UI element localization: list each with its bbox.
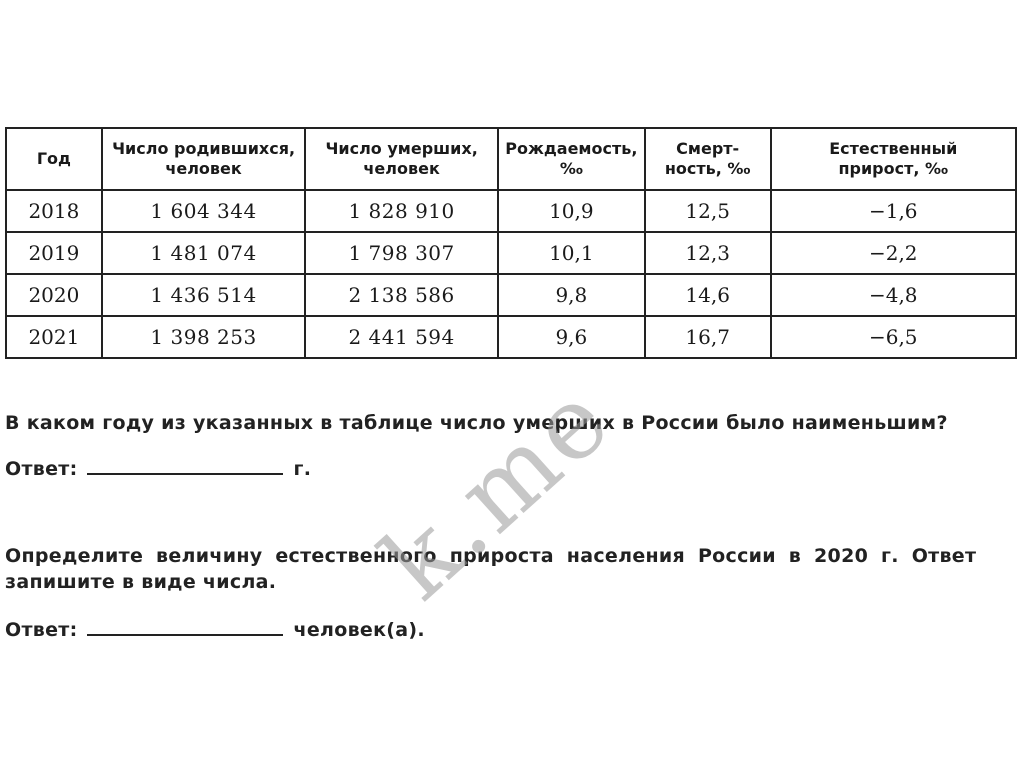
answer-2-label: Ответ:	[5, 619, 78, 641]
cell-deaths: 2 138 586	[305, 274, 498, 316]
header-natural-growth: Естественный прирост, ‰	[771, 128, 1016, 190]
cell-year: 2019	[6, 232, 102, 274]
cell-natural-growth: −4,8	[771, 274, 1016, 316]
table-row	[6, 274, 1016, 316]
cell-birth-rate: 10,9	[498, 190, 645, 232]
cell-natural-growth: −2,2	[771, 232, 1016, 274]
header-births: Число родившихся, человек	[102, 128, 306, 190]
cell-natural-growth: −6,5	[771, 316, 1016, 358]
answer-2-line	[5, 616, 425, 641]
table-row	[6, 190, 1016, 232]
cell-death-rate: 14,6	[645, 274, 771, 316]
answer-1-unit: г.	[293, 458, 312, 480]
cell-death-rate: 16,7	[645, 316, 771, 358]
header-deaths: Число умерших, человек	[305, 128, 498, 190]
cell-deaths: 1 828 910	[305, 190, 498, 232]
cell-births: 1 481 074	[102, 232, 306, 274]
cell-deaths: 1 798 307	[305, 232, 498, 274]
header-death-rate: Смерт- ность, ‰	[645, 128, 771, 190]
cell-year: 2020	[6, 274, 102, 316]
question-1-text: В каком году из указанных в таблице число умерших в России было наименьшим?	[5, 412, 948, 434]
answer-2-unit: человек(а).	[293, 619, 425, 641]
cell-death-rate: 12,5	[645, 190, 771, 232]
cell-natural-growth: −1,6	[771, 190, 1016, 232]
cell-births: 1 436 514	[102, 274, 306, 316]
question-2-text-line2: запишите в виде числа.	[5, 571, 277, 593]
cell-deaths: 2 441 594	[305, 316, 498, 358]
header-year: Год	[6, 128, 102, 190]
table-row	[6, 232, 1016, 274]
cell-year: 2021	[6, 316, 102, 358]
watermark: k.me	[360, 359, 634, 622]
answer-1-label: Ответ:	[5, 458, 78, 480]
statistics-table	[5, 127, 1017, 359]
cell-births: 1 398 253	[102, 316, 306, 358]
header-birth-rate: Рождаемость, ‰	[498, 128, 645, 190]
cell-death-rate: 12,3	[645, 232, 771, 274]
cell-births: 1 604 344	[102, 190, 306, 232]
answer-1-line	[5, 455, 311, 480]
table-header-row	[6, 128, 1016, 190]
cell-birth-rate: 10,1	[498, 232, 645, 274]
cell-birth-rate: 9,8	[498, 274, 645, 316]
question-2-text-line1: Определите величину естественного прироста населения России в 2020 г. Ответ	[5, 545, 977, 567]
cell-year: 2018	[6, 190, 102, 232]
cell-birth-rate: 9,6	[498, 316, 645, 358]
table-row	[6, 316, 1016, 358]
answer-1-blank[interactable]	[87, 455, 283, 475]
answer-2-blank[interactable]	[87, 616, 283, 636]
